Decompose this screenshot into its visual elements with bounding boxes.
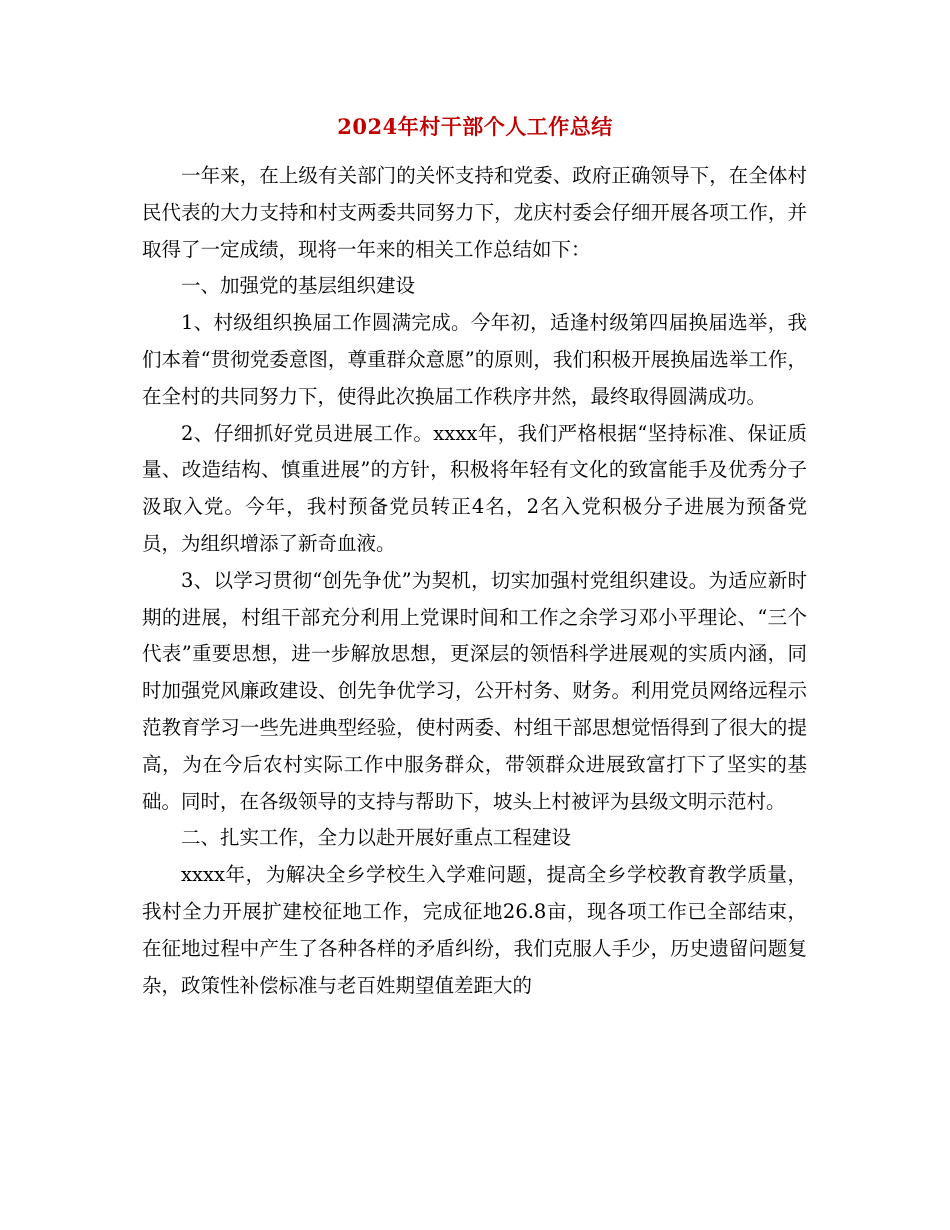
section-heading-1: 一、加强党的基层组织建设 — [181, 274, 416, 298]
document-body — [142, 158, 807, 1004]
document-title: 2024年村干部个人工作总结 — [337, 114, 613, 139]
paragraph-intro: 一年来，在上级有关部门的关怀支持和党委、政府正确领导下，在全体村民代表的大力支持和村支两委共同努力下，龙庆村委会仔细开展各项工作，并取得了一定成绩，现将一年来的相关工作总结如下： — [142, 164, 807, 261]
paragraph-section-2: xxxx年，为解决全乡学校生入学难问题，提高全乡学校教育教学质量，我村全力开展扩建校征地工作，完成征地26.8亩，现各项工作已全部结束，在征地过程中产生了各种各样的矛盾纠纷，我们克服人手少，历史遗留问题复杂，政策性补偿标准与老百姓期望值差距大的 — [142, 863, 807, 997]
paragraph-item-3: 3、以学习贯彻“创先争优”为契机，切实加强村党组织建设。为适应新时期的进展，村组干部充分利用上党课时间和工作之余学习邓小平理论、“三个代表”重要思想，进一步解放思想，更深层的领悟科学进展观的实质内涵，同时加强党风廉政建设、创先争优学习，公开村务、财务。利用党员网络远程示范教育学习一些先进典型经验，使村两委、村组干部思想觉悟得到了很大的提高，为在今后农村实际工作中服务群众，带领群众进展致富打下了坚实的基础。同时，在各级领导的支持与帮助下，坡头上村被评为县级文明示范村。 — [142, 568, 807, 813]
paragraph-item-1: 1、村级组织换届工作圆满完成。今年初，适逢村级第四届换届选举，我们本着“贯彻党委意图，尊重群众意愿”的原则，我们积极开展换届选举工作，在全村的共同努力下，使得此次换届工作秩序井然，最终取得圆满成功。 — [142, 311, 807, 408]
paragraph-item-2: 2、仔细抓好党员进展工作。xxxx年，我们严格根据“坚持标准、保证质量、改造结构、慎重进展”的方针，积极将年轻有文化的致富能手及优秀分子汲取入党。今年，我村预备党员转正4名，2名入党积极分子进展为预备党员，为组织增添了新奇血液。 — [142, 421, 807, 555]
section-heading-2: 二、扎实工作，全力以赴开展好重点工程建设 — [181, 826, 572, 850]
